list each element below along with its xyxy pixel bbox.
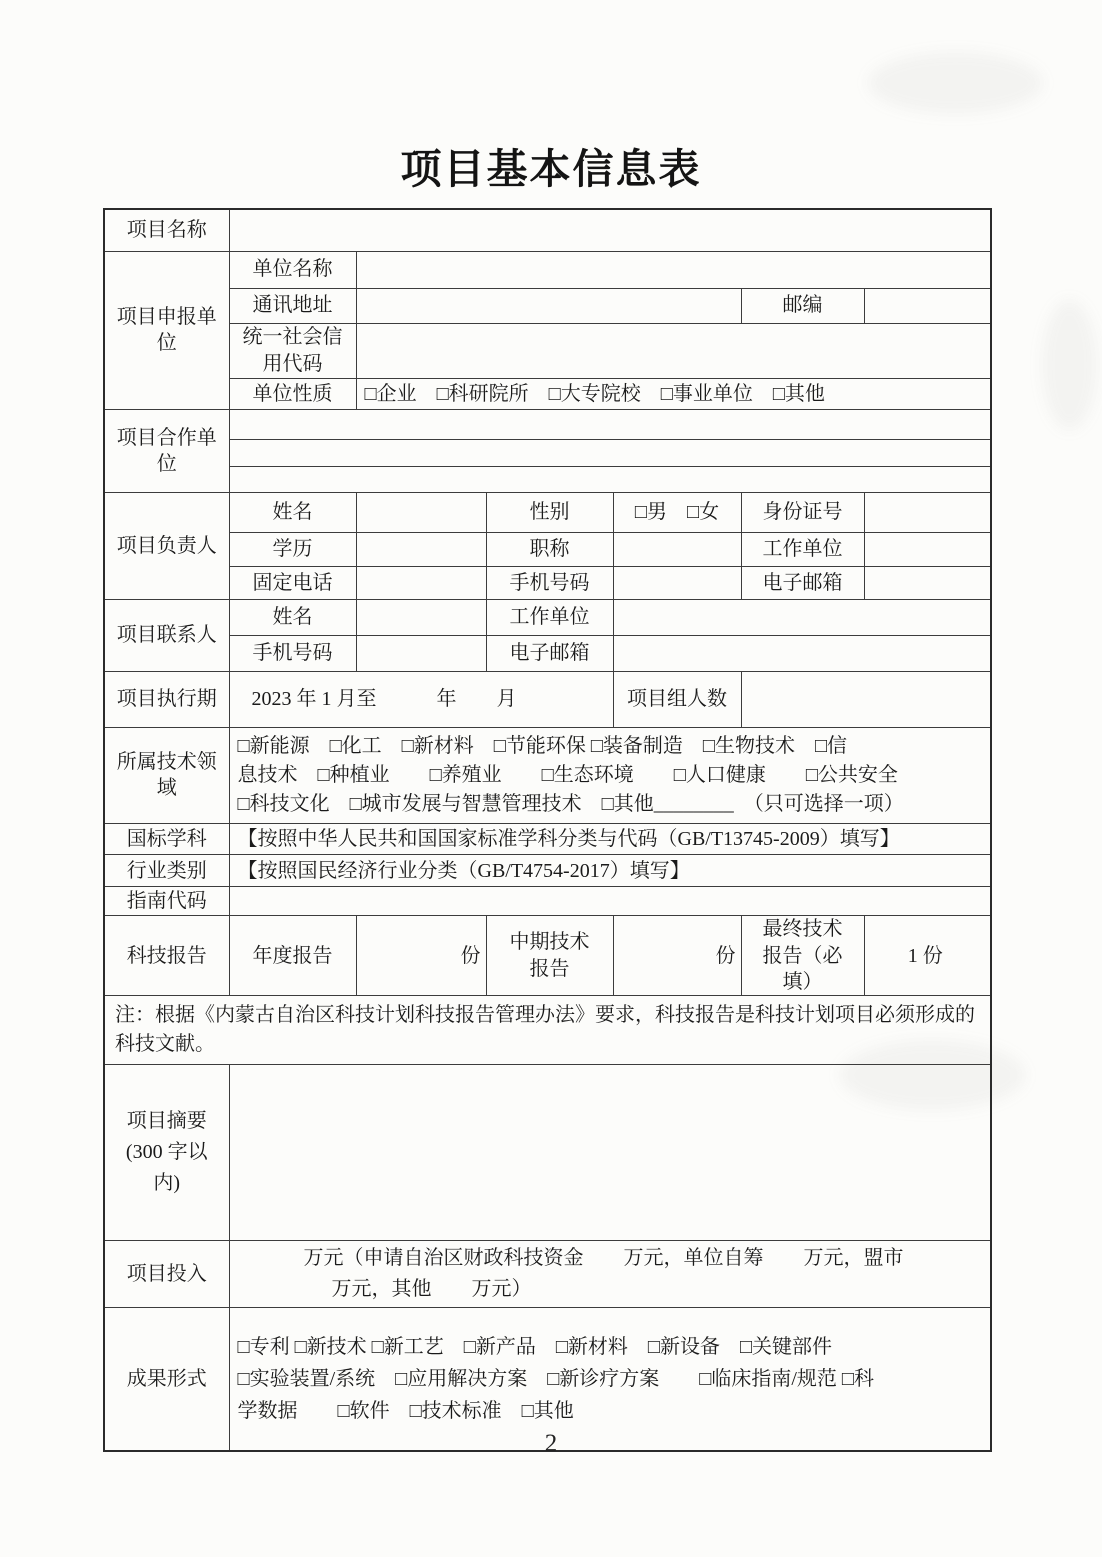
leader-name-label: 姓名 [229,492,356,532]
contact-email-value [613,635,991,671]
cooperation-unit-label: 项目合作单位 [104,409,229,492]
guide-code-label: 指南代码 [104,887,229,916]
abstract-label-line-2: (300 字以内) [125,1141,208,1195]
leader-mobile-value [613,566,741,599]
leader-title-label: 职称 [486,532,613,566]
leader-gender-options: □男 □女 [613,492,741,532]
leader-education-value [356,532,486,566]
abstract-label-line-1: 项目摘要 [126,1110,207,1133]
unit-name-label: 单位名称 [229,251,356,288]
gb-subject-label: 国标学科 [104,823,229,854]
annual-report-label: 年度报告 [229,916,356,996]
page-title: 项目基本信息表 [400,146,702,192]
execution-period-value: 2023 年 1 月至 年 月 [229,671,613,727]
investment-line-2: 万元，其他 万元） [331,1278,532,1301]
investment-line-1: 万元（申请自治区财政科技资金 万元，单位自筹 万元，盟市 [303,1247,904,1270]
tech-report-note: 注：根据《内蒙古自治区科技计划科技报告管理办法》要求，科技报告是科技计划项目必须形成的科技文献。 [104,996,991,1065]
final-report-copies: 1 份 [864,916,991,996]
project-basic-info-table [103,208,992,1452]
credit-code-label: 统一社会信用代码 [229,323,356,378]
leader-label: 项目负责人 [104,492,229,599]
contact-workunit-value [613,599,991,635]
cooperation-row-1 [229,409,991,439]
cooperation-row-2 [229,439,991,466]
unit-type-label: 单位性质 [229,378,356,409]
contact-mobile-label: 手机号码 [229,635,356,671]
contact-email-label: 电子邮箱 [486,635,613,671]
tech-field-line-1: □新能源 □化工 □新材料 □节能环保 □装备制造 □生物技术 □信 [237,734,848,757]
annual-report-copies: 份 [356,916,486,996]
outcome-label: 成果形式 [104,1308,229,1451]
tech-report-label: 科技报告 [104,916,229,996]
tech-field-line-2: 息技术 □种植业 □养殖业 □生态环境 □人口健康 □公共安全 [237,763,898,786]
unit-type-options: □企业 □科研院所 □大专院校 □事业单位 □其他 [356,378,991,409]
cooperation-row-3 [229,466,991,492]
industry-label: 行业类别 [104,855,229,887]
contact-name-label: 姓名 [229,599,356,635]
leader-id-label: 身份证号 [741,492,864,532]
leader-education-label: 学历 [229,532,356,566]
scan-smudge [868,52,1043,114]
team-size-value [741,671,991,727]
industry-value: 【按照国民经济行业分类（GB/T4754-2017）填写】 [229,855,991,887]
project-name-value [229,209,991,251]
outcome-line-2: □实验装置/系统 □应用解决方案 □新诊疗方案 □临床指南/规范 □科 [237,1368,875,1390]
outcome-line-3: 学数据 □软件 □技术标准 □其他 [237,1400,574,1423]
leader-email-label: 电子邮箱 [741,566,864,599]
team-size-label: 项目组人数 [613,671,741,727]
applicant-unit-label: 项目申报单位 [104,251,229,409]
midterm-report-label: 中期技术报告 [486,916,613,996]
leader-id-value [864,492,991,532]
leader-title-value [613,532,741,566]
leader-email-value [864,566,991,599]
tech-field-options [229,727,991,823]
execution-period-label: 项目执行期 [104,671,229,727]
final-report-label: 最终技术报告（必填） [741,916,864,996]
unit-name-value [356,251,991,288]
tech-field-label: 所属技术领域 [104,727,229,823]
abstract-label [104,1065,229,1241]
investment-label: 项目投入 [104,1241,229,1308]
leader-mobile-label: 手机号码 [486,566,613,599]
abstract-value [229,1065,991,1241]
leader-name-value [356,492,486,532]
contact-label: 项目联系人 [104,599,229,671]
investment-value [229,1241,991,1308]
project-name-label: 项目名称 [104,209,229,251]
postcode-value [864,288,991,323]
tech-field-line-3: □科技文化 □城市发展与智慧管理技术 □其他________ （只可选择一项） [237,792,904,815]
leader-workunit-label: 工作单位 [741,532,864,566]
gb-subject-value: 【按照中华人民共和国国家标准学科分类与代码（GB/T13745-2009）填写】 [229,823,991,854]
address-label: 通讯地址 [229,288,356,323]
address-value [356,288,741,323]
leader-workunit-value [864,532,991,566]
leader-gender-label: 性别 [486,492,613,532]
scan-smudge [1042,300,1097,430]
guide-code-value [229,887,991,916]
postcode-label: 邮编 [741,288,864,323]
outcome-line-1: □专利 □新技术 □新工艺 □新产品 □新材料 □新设备 □关键部件 [237,1335,833,1358]
page-number: 2 [544,1430,558,1457]
contact-workunit-label: 工作单位 [486,599,613,635]
contact-mobile-value [356,635,486,671]
leader-landline-label: 固定电话 [229,566,356,599]
leader-landline-value [356,566,486,599]
midterm-report-copies: 份 [613,916,741,996]
contact-name-value [356,599,486,635]
credit-code-value [356,323,991,378]
